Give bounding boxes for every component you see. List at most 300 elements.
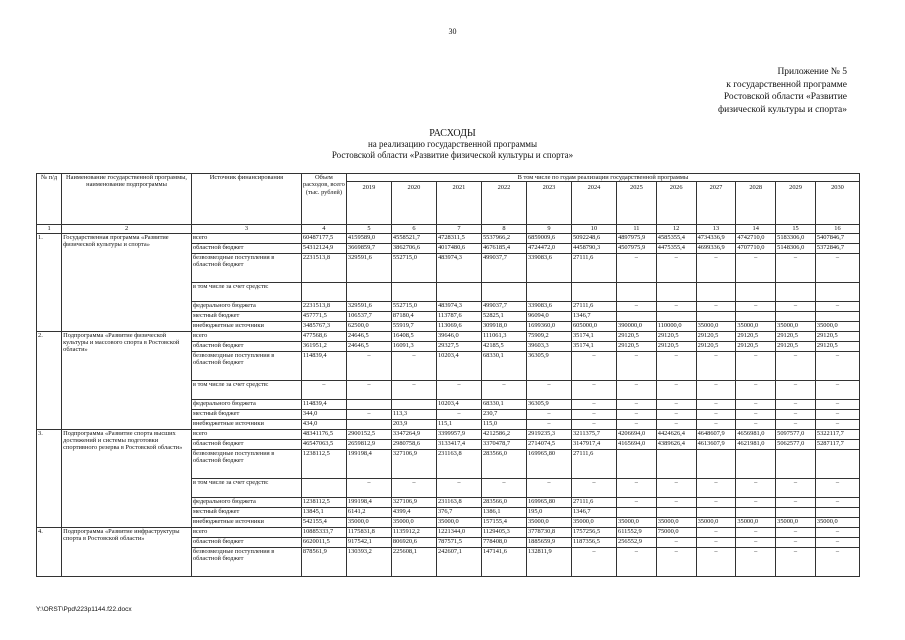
amount-cell: 1346,7	[571, 311, 616, 321]
amount-cell: –	[736, 527, 776, 537]
amount-cell: 434,0	[301, 419, 346, 429]
amount-cell: 16091,3	[391, 341, 436, 351]
amount-cell	[301, 282, 346, 301]
amount-cell: 35000,0	[656, 517, 696, 527]
amount-cell: 35174,1	[571, 341, 616, 351]
amount-cell: 4676185,4	[481, 243, 526, 253]
amount-cell	[346, 282, 391, 301]
column-number: 10	[571, 225, 616, 233]
amount-cell: 48341176,5	[301, 429, 346, 439]
amount-cell: 29120,5	[736, 341, 776, 351]
amount-cell: 483974,3	[436, 253, 481, 282]
amount-cell: –	[346, 380, 391, 399]
amount-cell: –	[815, 380, 859, 399]
amount-cell	[696, 449, 736, 478]
amount-cell: –	[346, 409, 391, 419]
amount-cell: 4728311,5	[436, 233, 481, 243]
amount-cell	[526, 282, 571, 301]
amount-cell: 199198,4	[346, 449, 391, 478]
amount-cell	[736, 449, 776, 478]
amount-cell: 4424626,4	[656, 429, 696, 439]
amount-cell: 35000,0	[736, 321, 776, 331]
amount-cell: 35174,1	[571, 331, 616, 341]
amount-cell	[571, 282, 616, 301]
header-year: 2025	[617, 182, 657, 225]
amount-cell: –	[696, 399, 736, 409]
amount-cell: 29120,5	[776, 331, 816, 341]
amount-cell: 35000,0	[391, 517, 436, 527]
funding-source: безвозмездные поступления в областной бюджет	[191, 547, 301, 576]
amount-cell: –	[617, 409, 657, 419]
amount-cell: –	[815, 419, 859, 429]
amount-cell: 1187356,5	[571, 537, 616, 547]
amount-cell: 35000,0	[776, 517, 816, 527]
funding-source: всего	[191, 527, 301, 537]
amount-cell: –	[815, 527, 859, 537]
amount-cell: –	[776, 351, 816, 380]
amount-cell: –	[526, 478, 571, 497]
amount-cell: 13845,1	[301, 507, 346, 517]
amount-cell: 1346,7	[571, 507, 616, 517]
amount-cell: 1238112,5	[301, 449, 346, 478]
amount-cell: –	[571, 351, 616, 380]
amount-cell: 4165694,0	[617, 439, 657, 449]
amount-cell: 39646,0	[436, 331, 481, 341]
amount-cell: 36305,9	[526, 351, 571, 380]
amount-cell: 1135912,2	[391, 527, 436, 537]
amount-cell: 130393,2	[346, 547, 391, 576]
amount-cell: 35000,0	[526, 517, 571, 527]
amount-cell: 62500,0	[346, 321, 391, 331]
amount-cell: 42185,5	[481, 341, 526, 351]
amount-cell: –	[696, 419, 736, 429]
appendix-line: Приложение № 5	[777, 67, 847, 77]
amount-cell: 499037,7	[481, 301, 526, 311]
amount-cell: –	[815, 537, 859, 547]
amount-cell: 87180,4	[391, 311, 436, 321]
funding-source: местный бюджет	[191, 507, 301, 517]
appendix-line: к государственной программе	[726, 79, 847, 90]
amount-cell	[656, 282, 696, 301]
amount-cell: –	[696, 497, 736, 507]
amount-cell	[346, 399, 391, 409]
column-number: 5	[346, 225, 391, 233]
amount-cell: 3485767,3	[301, 321, 346, 331]
funding-source: областной бюджет	[191, 439, 301, 449]
amount-cell: –	[617, 301, 657, 311]
amount-cell: 4017480,6	[436, 243, 481, 253]
amount-cell	[736, 311, 776, 321]
amount-cell: 4742710,0	[736, 233, 776, 243]
amount-cell: –	[656, 537, 696, 547]
amount-cell: –	[736, 253, 776, 282]
amount-cell	[736, 282, 776, 301]
amount-cell: 327106,9	[391, 497, 436, 507]
funding-source: в том числе за счет средств:	[191, 282, 301, 301]
amount-cell: 10885333,7	[301, 527, 346, 537]
amount-cell: –	[571, 399, 616, 409]
amount-cell: 29120,5	[815, 341, 859, 351]
amount-cell	[617, 282, 657, 301]
amount-cell	[436, 282, 481, 301]
amount-cell: 231163,8	[436, 497, 481, 507]
amount-cell: 1175831,8	[346, 527, 391, 537]
appendix-line: Ростовской области «Развитие	[723, 92, 847, 102]
amount-cell: –	[346, 351, 391, 380]
amount-cell: 169965,80	[526, 449, 571, 478]
amount-cell: 1699360,0	[526, 321, 571, 331]
amount-cell: –	[776, 537, 816, 547]
amount-cell: –	[656, 301, 696, 311]
amount-cell: –	[656, 351, 696, 380]
header-year: 2030	[815, 182, 859, 225]
amount-cell: 35000,0	[696, 321, 736, 331]
program-number: 1.	[37, 233, 62, 331]
header-years-caption: В том числе по годам реализации государственной программы	[346, 174, 859, 182]
funding-source: федерального бюджета	[191, 497, 301, 507]
amount-cell: –	[391, 380, 436, 399]
amount-cell: –	[481, 478, 526, 497]
amount-cell: –	[346, 478, 391, 497]
amount-cell: –	[526, 409, 571, 419]
amount-cell: 4613607,9	[696, 439, 736, 449]
amount-cell: 36305,9	[526, 399, 571, 409]
amount-cell	[776, 311, 816, 321]
amount-cell: 2980758,6	[391, 439, 436, 449]
amount-cell	[815, 449, 859, 478]
header-year: 2029	[776, 182, 816, 225]
amount-cell	[617, 311, 657, 321]
amount-cell: 5092248,6	[571, 233, 616, 243]
amount-cell: 4212586,2	[481, 429, 526, 439]
amount-cell: 29120,5	[656, 341, 696, 351]
amount-cell: –	[776, 497, 816, 507]
program-name: Подпрограмма «Развитие физической культуры и массового спорта в Ростовской области»	[62, 331, 192, 429]
funding-source: областной бюджет	[191, 341, 301, 351]
amount-cell: 4389626,4	[656, 439, 696, 449]
amount-cell: 115,0	[481, 419, 526, 429]
amount-cell: 35000,0	[815, 517, 859, 527]
amount-cell: 39603,3	[526, 341, 571, 351]
amount-cell: 4734336,9	[696, 233, 736, 243]
amount-cell: 283566,0	[481, 497, 526, 507]
amount-cell: 35000,0	[346, 517, 391, 527]
amount-cell: –	[776, 409, 816, 419]
amount-cell: 3862706,6	[391, 243, 436, 253]
amount-cell: 3669859,7	[346, 243, 391, 253]
amount-cell: 96094,0	[526, 311, 571, 321]
amount-cell: 4475355,4	[656, 243, 696, 253]
program-name: Подпрограмма «Развитие спорта высших достижений и системы подготовки спортивного резерва в Ростовской области»	[62, 429, 192, 527]
amount-cell: –	[617, 497, 657, 507]
amount-cell: 4648607,9	[696, 429, 736, 439]
amount-cell: 29120,5	[617, 331, 657, 341]
amount-cell: 230,7	[481, 409, 526, 419]
amount-cell: 110000,0	[656, 321, 696, 331]
amount-cell: 35000,0	[736, 517, 776, 527]
amount-cell: –	[736, 409, 776, 419]
program-number: 3.	[37, 429, 62, 527]
header-year: 2027	[696, 182, 736, 225]
column-number: 13	[696, 225, 736, 233]
amount-cell: 778408,0	[481, 537, 526, 547]
amount-cell: 24646,5	[346, 331, 391, 341]
table-header-row	[37, 174, 860, 182]
amount-cell	[656, 311, 696, 321]
column-number: 6	[391, 225, 436, 233]
amount-cell: –	[815, 351, 859, 380]
amount-cell: 542155,4	[301, 517, 346, 527]
program-number: 2.	[37, 331, 62, 429]
amount-cell: 35000,0	[436, 517, 481, 527]
funding-source: внебюджетные источники	[191, 321, 301, 331]
table-row	[37, 331, 860, 341]
amount-cell: 46547063,5	[301, 439, 346, 449]
amount-cell: 5183306,0	[776, 233, 816, 243]
amount-cell: –	[736, 478, 776, 497]
amount-cell: 5148306,0	[776, 243, 816, 253]
amount-cell: 3211375,7	[571, 429, 616, 439]
amount-cell: 4399,4	[391, 507, 436, 517]
amount-cell: –	[736, 537, 776, 547]
amount-cell: –	[776, 399, 816, 409]
amount-cell: –	[436, 478, 481, 497]
funding-source: всего	[191, 429, 301, 439]
amount-cell: 4656981,0	[736, 429, 776, 439]
title-line: РАСХОДЫ	[429, 128, 476, 139]
amount-cell	[617, 449, 657, 478]
funding-source: безвозмездные поступления в областной бюджет	[191, 253, 301, 282]
header-year: 2026	[656, 182, 696, 225]
amount-cell: –	[815, 547, 859, 576]
amount-cell: –	[736, 301, 776, 311]
amount-cell: –	[656, 380, 696, 399]
amount-cell: –	[436, 409, 481, 419]
amount-cell	[776, 282, 816, 301]
amount-cell: –	[736, 380, 776, 399]
amount-cell: –	[815, 399, 859, 409]
amount-cell: 6141,2	[346, 507, 391, 517]
amount-cell: 611552,9	[617, 527, 657, 537]
amount-cell: 1129405,3	[481, 527, 526, 537]
file-path-footer: Y:\ORST\Ppd\223p1144.f22.docx	[36, 606, 132, 613]
funding-source: в том числе за счет средств:	[191, 478, 301, 497]
amount-cell: 27111,6	[571, 301, 616, 311]
amount-cell: 390000,0	[617, 321, 657, 331]
amount-cell	[815, 282, 859, 301]
amount-cell: 75909,2	[526, 331, 571, 341]
amount-cell: –	[656, 478, 696, 497]
header-year: 2022	[481, 182, 526, 225]
amount-cell: 4707710,0	[736, 243, 776, 253]
amount-cell: 457771,5	[301, 311, 346, 321]
column-number: 3	[191, 225, 301, 233]
amount-cell: 5537966,2	[481, 233, 526, 243]
amount-cell: 3133417,4	[436, 439, 481, 449]
amount-cell: 52825,1	[481, 311, 526, 321]
amount-cell: 2231513,8	[301, 253, 346, 282]
amount-cell: 477568,6	[301, 331, 346, 341]
amount-cell: 2919235,3	[526, 429, 571, 439]
amount-cell: –	[656, 547, 696, 576]
amount-cell: –	[656, 409, 696, 419]
amount-cell: –	[736, 399, 776, 409]
table-row	[37, 429, 860, 439]
amount-cell: 35000,0	[815, 321, 859, 331]
funding-source: федерального бюджета	[191, 301, 301, 311]
amount-cell: 5287117,7	[815, 439, 859, 449]
amount-cell	[815, 507, 859, 517]
amount-cell: 29120,5	[696, 341, 736, 351]
amount-cell: 114839,4	[301, 399, 346, 409]
amount-cell: 376,7	[436, 507, 481, 517]
funding-source: внебюджетные источники	[191, 517, 301, 527]
amount-cell: 5322117,7	[815, 429, 859, 439]
header-volume: Объем расходов, всего (тыс. рублей)	[301, 174, 346, 225]
amount-cell: –	[656, 399, 696, 409]
amount-cell: –	[696, 478, 736, 497]
amount-cell: 2231513,8	[301, 301, 346, 311]
amount-cell: 2714074,5	[526, 439, 571, 449]
amount-cell: –	[301, 380, 346, 399]
amount-cell: –	[776, 419, 816, 429]
funding-source: областной бюджет	[191, 243, 301, 253]
amount-cell: 29120,5	[815, 331, 859, 341]
amount-cell: –	[776, 527, 816, 537]
amount-cell: 787571,5	[436, 537, 481, 547]
amount-cell: 195,0	[526, 507, 571, 517]
amount-cell: –	[617, 351, 657, 380]
header-year: 2019	[346, 182, 391, 225]
amount-cell: 2900152,5	[346, 429, 391, 439]
amount-cell: 4897975,9	[617, 233, 657, 243]
header-name: Наименование государственной программы, наименование подпрограммы	[62, 174, 192, 225]
amount-cell: 29120,5	[736, 331, 776, 341]
amount-cell: 878561,9	[301, 547, 346, 576]
amount-cell: 111061,3	[481, 331, 526, 341]
amount-cell: 203,9	[391, 419, 436, 429]
appendix-line: физической культуры и спорта»	[717, 104, 847, 115]
amount-cell: 27111,6	[571, 449, 616, 478]
amount-cell: 29120,5	[696, 331, 736, 341]
program-name: Подпрограмма «Развитие инфраструктуры спорта в Ростовской области»	[62, 527, 192, 576]
amount-cell: 605000,0	[571, 321, 616, 331]
amount-cell: –	[736, 419, 776, 429]
amount-cell: 54312124,9	[301, 243, 346, 253]
amount-cell: –	[436, 380, 481, 399]
amount-cell: –	[526, 380, 571, 399]
amount-cell: –	[656, 497, 696, 507]
amount-cell: 4458790,3	[571, 243, 616, 253]
amount-cell: 483974,3	[436, 301, 481, 311]
header-year: 2021	[436, 182, 481, 225]
program-number: 4.	[37, 527, 62, 576]
amount-cell	[696, 282, 736, 301]
amount-cell: 4558521,7	[391, 233, 436, 243]
funding-source: всего	[191, 233, 301, 243]
column-number: 16	[815, 225, 859, 233]
amount-cell: –	[776, 478, 816, 497]
amount-cell: 1386,1	[481, 507, 526, 517]
amount-cell: 5062577,0	[776, 439, 816, 449]
amount-cell: 552715,0	[391, 253, 436, 282]
title-line: Ростовской области «Развитие физической культуры и спорта»	[331, 150, 574, 160]
funding-source: всего	[191, 331, 301, 341]
amount-cell: –	[696, 409, 736, 419]
amount-cell: 4585355,4	[656, 233, 696, 243]
amount-cell: 35000,0	[571, 517, 616, 527]
amount-cell: –	[776, 547, 816, 576]
table-row	[37, 527, 860, 537]
amount-cell	[346, 419, 391, 429]
amount-cell: –	[617, 253, 657, 282]
amount-cell: 4724472,0	[526, 243, 571, 253]
amount-cell: –	[571, 409, 616, 419]
amount-cell: 29120,5	[617, 341, 657, 351]
header-year: 2024	[571, 182, 616, 225]
amount-cell: 29120,5	[776, 341, 816, 351]
amount-cell: 327106,9	[391, 449, 436, 478]
amount-cell: 552715,0	[391, 301, 436, 311]
amount-cell: 231163,8	[436, 449, 481, 478]
column-number: 4	[301, 225, 346, 233]
amount-cell	[656, 449, 696, 478]
amount-cell: –	[571, 419, 616, 429]
amount-cell: 106537,7	[346, 311, 391, 321]
amount-cell: –	[736, 547, 776, 576]
amount-cell: 283566,0	[481, 449, 526, 478]
header-source: Источник финансирования	[191, 174, 301, 225]
amount-cell: 35000,0	[617, 517, 657, 527]
amount-cell: 16408,5	[391, 331, 436, 341]
funding-source: в том числе за счет средств:	[191, 380, 301, 399]
amount-cell: –	[656, 253, 696, 282]
amount-cell: 5372846,7	[815, 243, 859, 253]
amount-cell: 6620011,5	[301, 537, 346, 547]
amount-cell: 499037,7	[481, 253, 526, 282]
header-year: 2023	[526, 182, 571, 225]
amount-cell: 10203,4	[436, 399, 481, 409]
amount-cell: 3399957,9	[436, 429, 481, 439]
amount-cell: 68330,1	[481, 351, 526, 380]
amount-cell: 3347264,9	[391, 429, 436, 439]
appendix-caption	[677, 66, 847, 116]
amount-cell: –	[391, 478, 436, 497]
amount-cell: –	[815, 478, 859, 497]
amount-cell: –	[617, 478, 657, 497]
amount-cell: –	[815, 253, 859, 282]
amount-cell: 256552,9	[617, 537, 657, 547]
document-title	[0, 128, 905, 161]
amount-cell: –	[526, 419, 571, 429]
amount-cell	[391, 282, 436, 301]
funding-source: безвозмездные поступления в областной бюджет	[191, 449, 301, 478]
amount-cell: 27111,6	[571, 497, 616, 507]
amount-cell: –	[696, 380, 736, 399]
amount-cell: 113787,6	[436, 311, 481, 321]
amount-cell: 3147917,4	[571, 439, 616, 449]
amount-cell: 75000,0	[656, 527, 696, 537]
amount-cell: 917542,1	[346, 537, 391, 547]
amount-cell: –	[571, 380, 616, 399]
amount-cell: 4621981,0	[736, 439, 776, 449]
amount-cell: 329591,6	[346, 253, 391, 282]
amount-cell: 6859009,6	[526, 233, 571, 243]
column-number: 15	[776, 225, 816, 233]
amount-cell: 1238112,5	[301, 497, 346, 507]
amount-cell: –	[696, 537, 736, 547]
funding-source: местный бюджет	[191, 409, 301, 419]
